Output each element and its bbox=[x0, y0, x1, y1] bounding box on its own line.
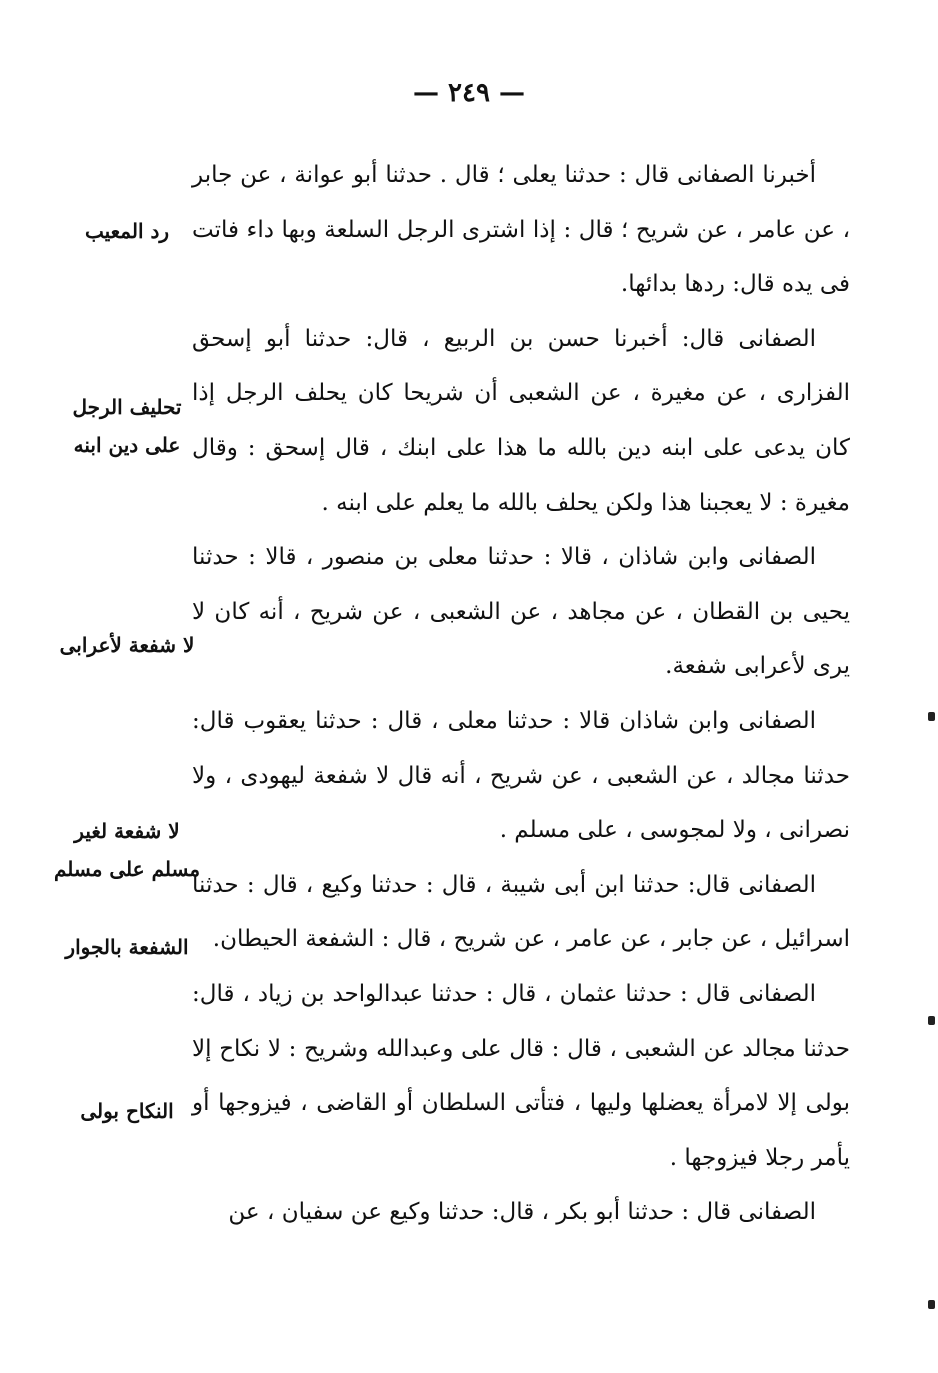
margin-note-defective-return: رد المعيب bbox=[84, 219, 170, 243]
margin-note-marriage-guardian: النكاح بولى bbox=[80, 1099, 174, 1123]
margin-note-no-preemption-bedouin: لا شفعة لأعرابى bbox=[59, 633, 195, 657]
paragraph-2: الصفانى قال: أخبرنا حسن بن الربيع ، قال: حدثنا أبو إسحق الفزارى ، عن مغيرة ، عن الشعبى أن شريحا كان يحلف الرجل إذا كان يدعى على ابنه دين بالله ما هذا على ابنك ، قال إسحق : وقال مغيرة : لا يعجبنا هذا ولكن يحلف بالله ما يعلم على ابنه . bbox=[192, 325, 850, 516]
paragraph-4: الصفانى وابن شاذان قالا : حدثنا معلى ، قال : حدثنا يعقوب قال: حدثنا مجالد ، عن الشعبى ، عن شريح ، أنه قال لا شفعة ليهودى ، ولا نصرانى ، ولا لمجوسى ، على مسلم . bbox=[192, 707, 850, 844]
scan-speck bbox=[928, 1016, 935, 1025]
main-text-column bbox=[192, 148, 850, 1240]
paragraph-1: أخبرنا الصفانى قال : حدثنا يعلى ؛ قال . حدثنا أبو عوانة ، عن جابر ، عن عامر ، عن شريح ؛ قال : إذا اشترى الرجل السلعة وبها داء فاتت فى يده قال: ردها بدائها. bbox=[192, 162, 850, 298]
paragraph-5: الصفانى قال: حدثنا ابن أبى شيبة ، قال : حدثنا وكيع ، قال : حدثنا اسرائيل ، عن جابر ، عن عامر ، عن شريح ، قال : الشفعة الحيطان. bbox=[192, 871, 850, 953]
paragraph-6: الصفانى قال : حدثنا عثمان ، قال : حدثنا عبدالواحد بن زياد ، قال: حدثنا مجالد عن الشعبى ، قال : قال على وعبدالله وشريح : لا نكاح إلا بولى إلا لامرأة يعضلها وليها ، فتأتى السلطان أو القاضى ، فيزوجها أو يأمر رجلا فيزوجها . bbox=[192, 980, 850, 1171]
paragraph-7: الصفانى قال : حدثنا أبو بكر ، قال: حدثنا وكيع عن سفيان ، عن bbox=[228, 1199, 816, 1226]
scan-speck bbox=[928, 1300, 935, 1309]
margin-note-no-preemption-non-muslim: لا شفعة لغير مسلم على مسلم bbox=[53, 819, 201, 881]
page-number: — ٢٤٩ — bbox=[412, 78, 526, 108]
paragraph-3: الصفانى وابن شاذان ، قالا : حدثنا معلى بن منصور ، قالا : حدثنا يحيى بن القطان ، عن مجاهد ، عن الشعبى ، عن شريح ، أنه كان لا يرى لأعرابى شفعة. bbox=[192, 544, 850, 680]
margin-note-preemption-neighbor: الشفعة بالجوار bbox=[65, 935, 189, 959]
margin-note-oath-son-debt: تحليف الرجل على دين ابنه bbox=[72, 395, 182, 457]
scan-speck bbox=[928, 712, 935, 721]
